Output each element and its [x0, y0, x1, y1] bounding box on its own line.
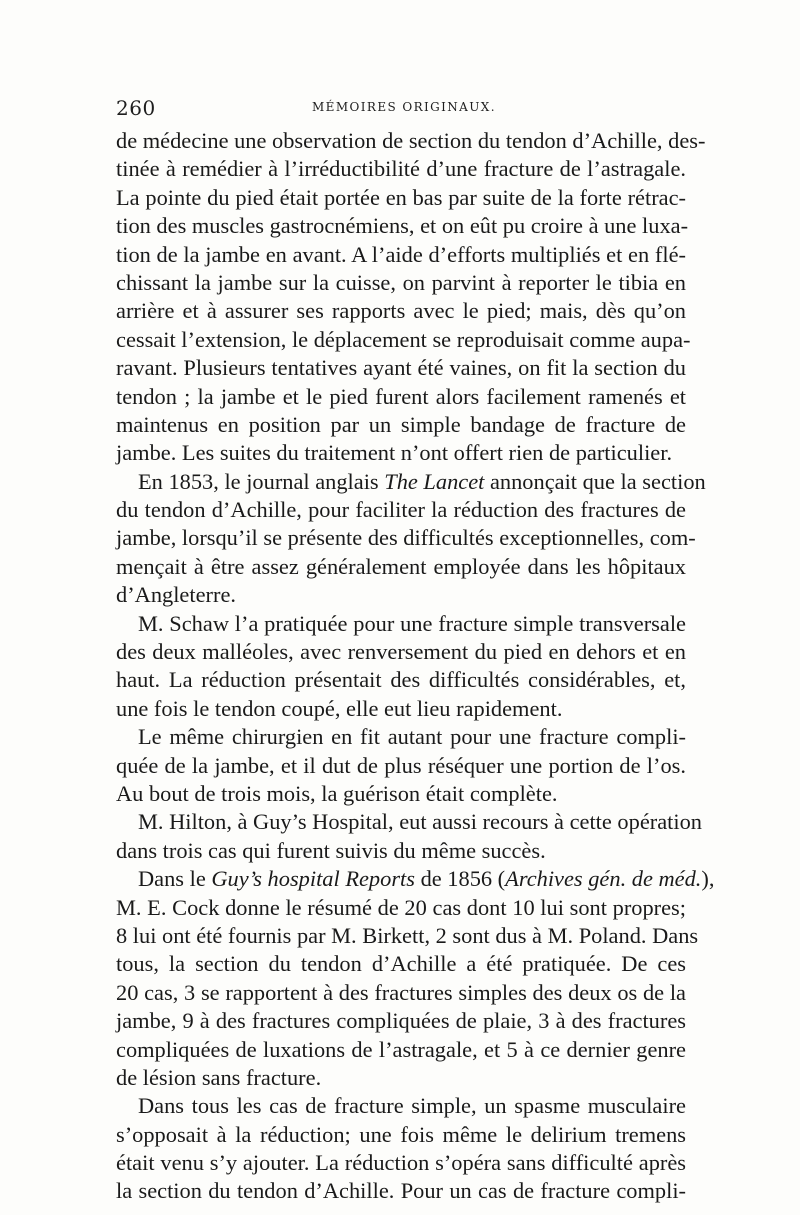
text-run: En 1853, le journal anglais: [138, 468, 385, 494]
text-line: des deux malléoles, avec renversement du pied en dehors et en: [116, 639, 686, 665]
text-line: M. Hilton, à Guy’s Hospital, eut aussi recours à cette opération: [138, 809, 702, 835]
text-line: d’Angleterre.: [116, 582, 236, 608]
text-line: 20 cas, 3 se rapportent à des fractures simples des deux os de la: [116, 979, 686, 1005]
text-line: Dans tous les cas de fracture simple, un spasme musculaire: [138, 1093, 686, 1119]
text-line: tendon ; la jambe et le pied furent alors facilement ramenés et: [116, 383, 686, 409]
journal-title: Archives gén. de méd.: [505, 866, 702, 892]
text-line: 8 lui ont été fournis par M. Birkett, 2 sont dus à M. Poland. Dans: [116, 922, 699, 948]
text-line: M. E. Cock donne le résumé de 20 cas dont 10 lui sont propres;: [116, 894, 686, 920]
text-line: de lésion sans fracture.: [116, 1064, 322, 1090]
text-line: Le même chirurgien en fit autant pour une fracture compli-: [138, 724, 686, 750]
text-line: [116, 468, 706, 496]
text-line: mençait à être assez généralement employée dans les hôpitaux: [116, 553, 686, 579]
text-line: dans trois cas qui furent suivis du même succès.: [116, 837, 546, 863]
text-line: cessait l’extension, le déplacement se reproduisait comme aupa-: [116, 326, 691, 352]
page-number: 260: [116, 96, 156, 120]
text-line: ravant. Plusieurs tentatives ayant été vaines, on fit la section du: [116, 355, 686, 381]
text-run: de 1856 (: [414, 866, 506, 892]
text-line: maintenus en position par un simple bandage de fracture de: [116, 411, 686, 437]
running-head: MÉMOIRES ORIGINAUX.: [312, 100, 496, 114]
text-line: Au bout de trois mois, la guérison était complète.: [116, 780, 558, 806]
journal-title: The Lancet: [384, 468, 485, 494]
text-line: [116, 865, 715, 893]
text-line: de médecine une observation de section du tendon d’Achille, des-: [116, 128, 706, 153]
text-line: était venu s’y ajouter. La réduction s’opéra sans difficulté après: [116, 1150, 686, 1176]
text-line: chissant la jambe sur la cuisse, on parvint à reporter le tibia en: [116, 269, 686, 295]
text-run: annonçait que la section: [484, 468, 706, 494]
text-run: ),: [701, 866, 715, 892]
text-line: M. Schaw l’a pratiquée pour une fracture simple transversale: [138, 610, 686, 636]
text-line: tinée à remédier à l’irréductibilité d’une fracture de l’astragale.: [116, 156, 686, 182]
text-line: La pointe du pied était portée en bas par suite de la forte rétrac-: [116, 184, 686, 210]
text-line: jambe, lorsqu’il se présente des difficultés exceptionnelles, com-: [116, 525, 696, 551]
text-line: la section du tendon d’Achille. Pour un cas de fracture compli-: [116, 1178, 686, 1204]
text-line: quée de la jambe, et il dut de plus réséquer une portion de l’os.: [116, 752, 686, 778]
text-line: jambe, 9 à des fractures compliquées de plaie, 3 à des fractures: [116, 1008, 686, 1034]
journal-title: Guy’s hospital Reports: [211, 866, 415, 892]
text-run: Dans le: [138, 866, 212, 892]
text-line: compliquées de luxations de l’astragale, et 5 à ce dernier genre: [116, 1036, 686, 1062]
text-line: du tendon d’Achille, pour faciliter la réduction des fractures de: [116, 497, 686, 523]
page-header: [116, 96, 686, 120]
text-line: tion des muscles gastrocnémiens, et on eût pu croire à une luxa-: [116, 213, 689, 239]
text-line: jambe. Les suites du traitement n’ont offert rien de particulier.: [116, 440, 673, 466]
text-line: arrière et à assurer ses rapports avec le pied; mais, dès qu’on: [116, 298, 686, 324]
text-line: s’opposait à la réduction; une fois même le delirium tremens: [116, 1121, 686, 1147]
body-text: [116, 127, 715, 1206]
text-line: tous, la section du tendon d’Achille a été pratiquée. De ces: [116, 951, 686, 977]
text-line: une fois le tendon coupé, elle eut lieu rapidement.: [116, 695, 563, 721]
text-line: tion de la jambe en avant. A l’aide d’efforts multipliés et en flé-: [116, 241, 686, 267]
text-line: haut. La réduction présentait des difficultés considérables, et,: [116, 667, 686, 693]
